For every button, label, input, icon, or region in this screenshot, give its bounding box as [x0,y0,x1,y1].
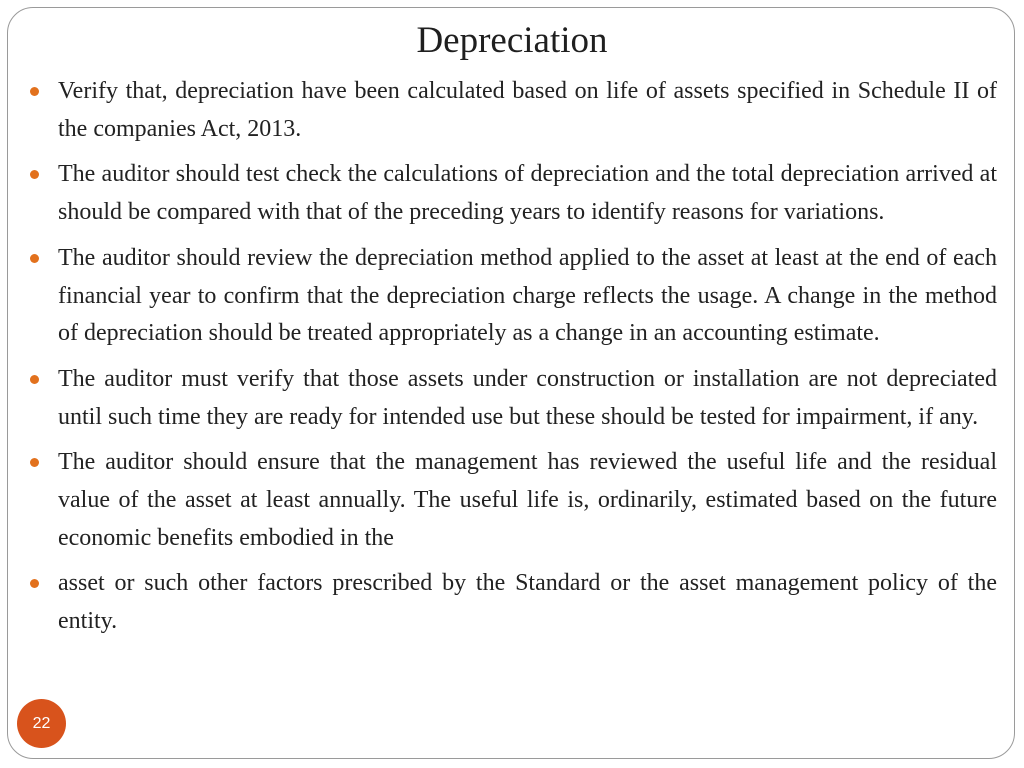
slide-title: Depreciation [416,20,608,61]
bullet-item [58,240,997,353]
bullet-item [58,361,997,436]
bullet-text: The auditor should ensure that the management has reviewed the useful life and the residual value of the asset at least annually. The useful life is, ordinarily, estimated based on the future economic benefits embodied in the [58,449,997,551]
page-number-badge: 22 [17,699,66,748]
bullet-item [58,444,997,557]
bullet-dot-icon [30,87,39,96]
bullet-text: The auditor must verify that those assets under construction or installation are not depreciated until such time they are ready for intended use but these should be tested for impairment, if any. [58,365,997,430]
bullet-text: Verify that, depreciation have been calculated based on life of assets specified in Schedule II of the companies Act, 2013. [58,78,997,142]
bullet-item [58,565,997,640]
bullet-text: asset or such other factors prescribed by the Standard or the asset management policy of the entity. [58,570,997,635]
bullet-dot-icon [30,375,39,384]
bullet-item [58,156,997,231]
bullet-item [58,73,997,148]
bullet-dot-icon [30,254,39,263]
bullet-text: The auditor should review the depreciation method applied to the asset at least at the end of each financial year to confirm that the depreciation charge reflects the usage. A change in the method of depreciation should be treated appropriately as a change in an accounting estimate. [58,244,997,347]
bullet-text: The auditor should test check the calculations of depreciation and the total depreciation arrived at should be compared with that of the preceding years to identify reasons for variations. [58,161,997,226]
bullet-list [58,73,997,649]
